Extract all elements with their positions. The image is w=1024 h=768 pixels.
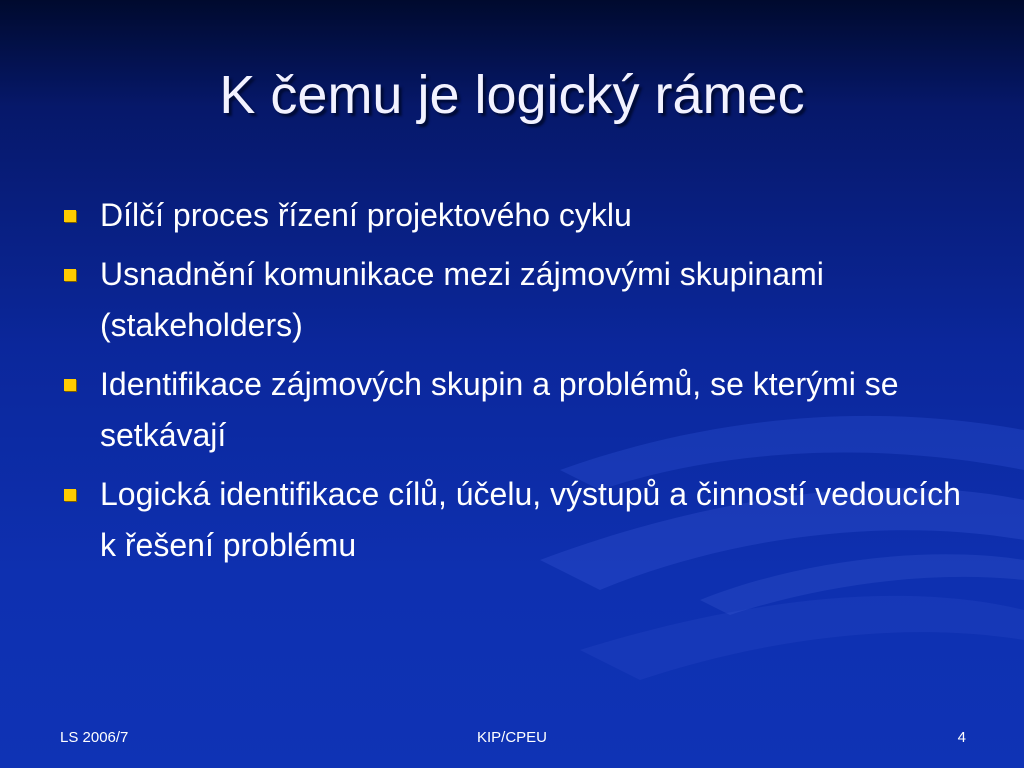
- bullet-text: Usnadnění komunikace mezi zájmovými skupinami (stakeholders): [100, 256, 824, 343]
- square-bullet-icon: [64, 269, 76, 281]
- bullet-text: Logická identifikace cílů, účelu, výstupů a činností vedoucích k řešení problému: [100, 476, 961, 563]
- square-bullet-icon: [64, 489, 76, 501]
- bullet-item: [62, 359, 962, 461]
- bullet-item: [62, 469, 962, 571]
- slide-title: K čemu je logický rámec: [219, 65, 805, 125]
- slide-number: 4: [957, 729, 966, 746]
- bullet-list: [62, 190, 962, 579]
- bullet-item: [62, 249, 962, 351]
- square-bullet-icon: [64, 210, 76, 222]
- footer-title: KIP/CPEU: [476, 729, 548, 746]
- square-bullet-icon: [64, 379, 76, 391]
- footer-date: LS 2006/7: [60, 729, 129, 746]
- bullet-item: [62, 190, 962, 241]
- bullet-text: Identifikace zájmových skupin a problémů, se kterými se setkávají: [100, 366, 899, 453]
- bullet-text: Dílčí proces řízení projektového cyklu: [100, 197, 632, 233]
